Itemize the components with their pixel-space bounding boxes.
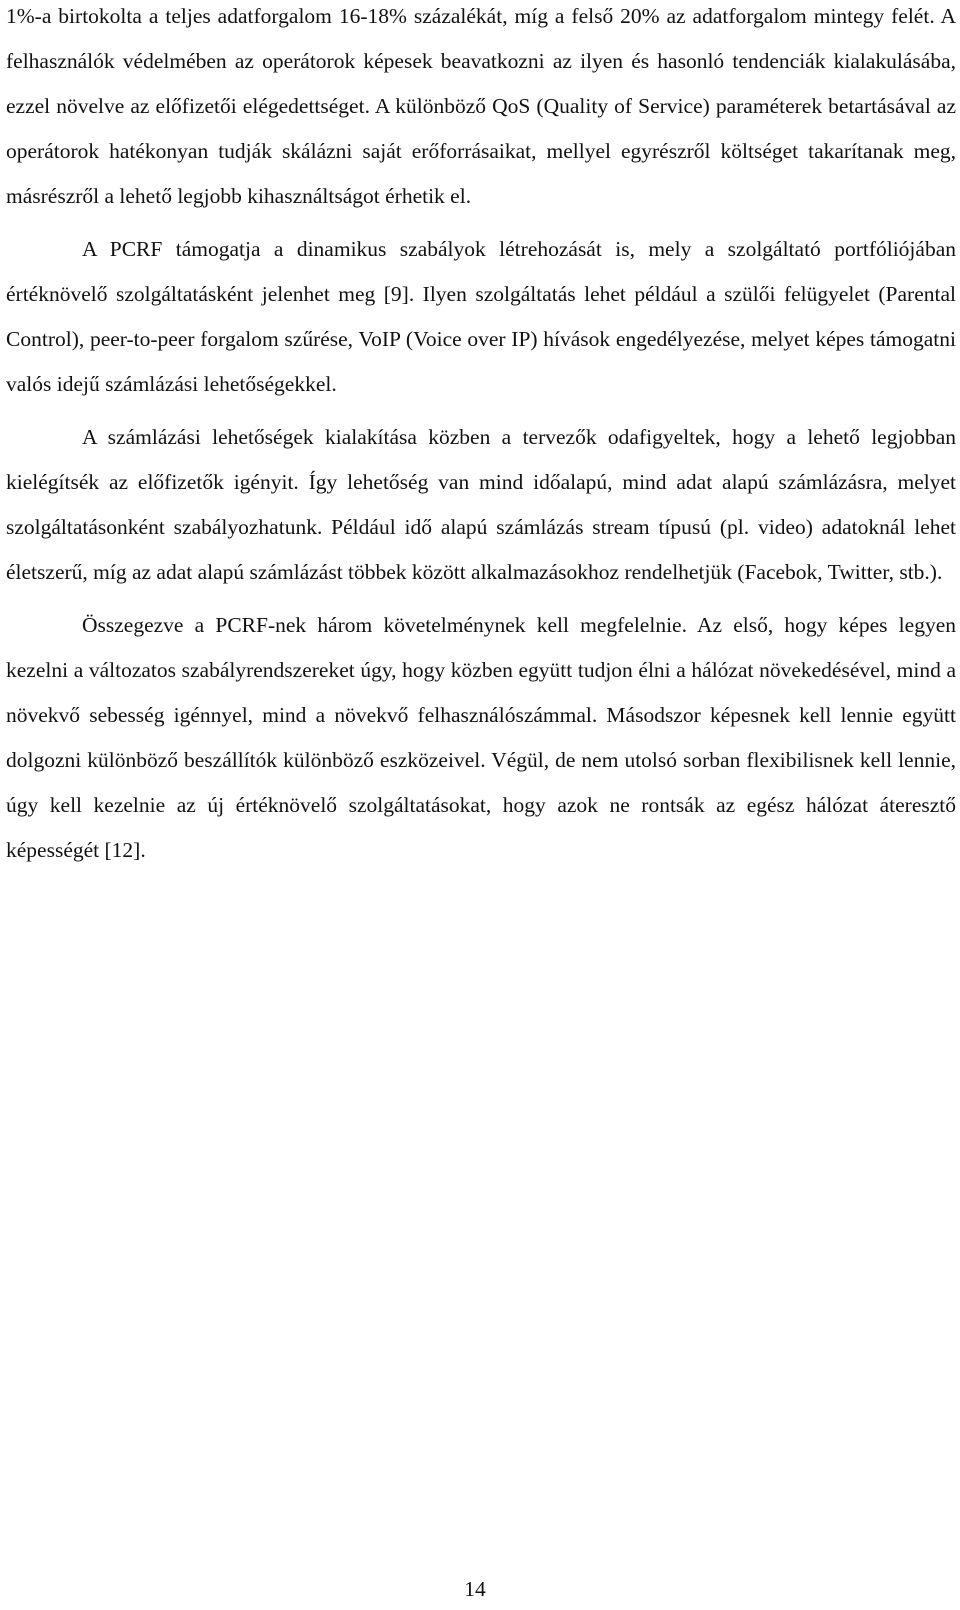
paragraph-billing: A számlázási lehetőségek kialakítása közben a tervezők odafigyeltek, hogy a lehető legjobban kielégítsék az előfizetők igényit. Így lehetőség van mind időalapú, mind adat alapú számlázásra, melyet szolgáltatásonként szabályozhatunk. Például idő alapú számlázás stream típusú (pl. video) adatoknál lehet életszerű, míg az adat alapú számlázást többek között alkalmazásokhoz rendelhetjük (Facebok, Twitter, stb.).: [6, 425, 956, 584]
paragraph-summary: Összegezve a PCRF-nek három követelménynek kell megfelelnie. Az első, hogy képes legyen kezelni a változatos szabályrendszereket úgy, hogy közben együtt tudjon élni a hálózat növekedésével, mind a növekvő sebesség igénnyel, mind a növekvő felhasználószámmal. Másodszor képesnek kell lennie együtt dolgozni különböző beszállítók különböző eszközeivel. Végül, de nem utolsó sorban flexibilisnek kell lennie, úgy kell kezelnie az új értéknövelő szolgáltatásokat, hogy azok ne rontsák az egész hálózat áteresztő képességét [12].: [6, 613, 956, 862]
document-page: [6, 0, 956, 873]
paragraph-continuation: 1%-a birtokolta a teljes adatforgalom 16-18% százalékát, míg a felső 20% az adatforgalom mintegy felét. A felhasználók védelmében az operátorok képesek beavatkozni az ilyen és hasonló tendenciák kialakulásába, ezzel növelve az előfizetői elégedettséget. A különböző QoS (Quality of Service) paraméterek betartásával az operátorok hatékonyan tudják skálázni saját erőforrásaikat, mellyel egyrészről költséget takarítanak meg, másrészről a lehető legjobb kihasználtságot érhetik el.: [6, 4, 956, 208]
paragraph-pcrf-dynamic-rules: A PCRF támogatja a dinamikus szabályok létrehozását is, mely a szolgáltató portfóliójában értéknövelő szolgáltatásként jelenhet meg [9]. Ilyen szolgáltatás lehet például a szülői felügyelet (Parental Control), peer-to-peer forgalom szűrése, VoIP (Voice over IP) hívások engedélyezése, melyet képes támogatni valós idejű számlázási lehetőségekkel.: [6, 237, 956, 396]
page-number: 14: [464, 1577, 486, 1601]
